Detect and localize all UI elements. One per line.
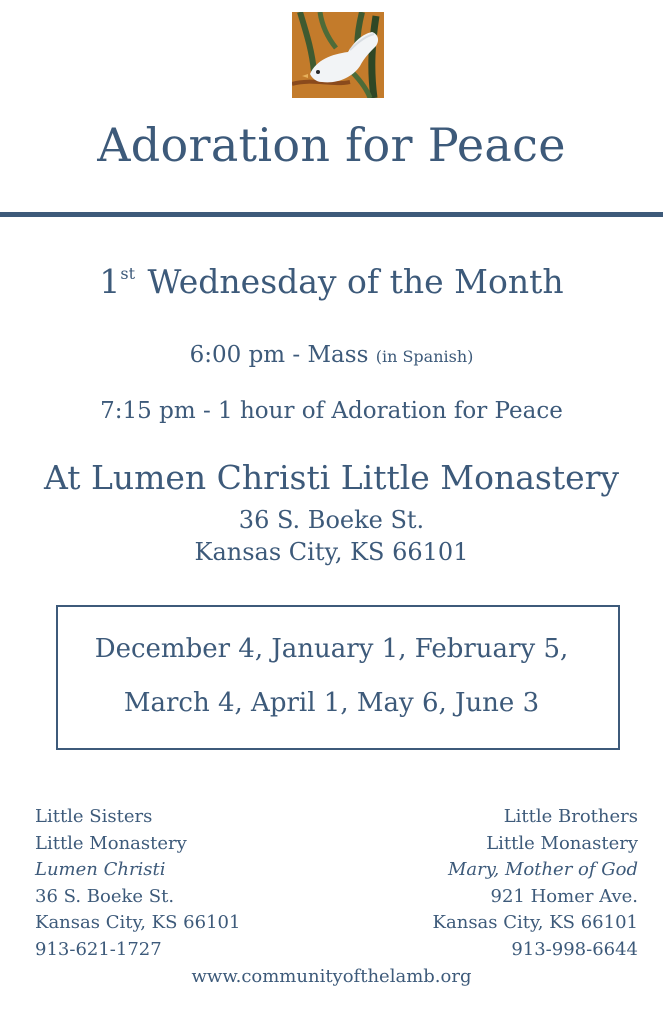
sisters-line-2: Little Monastery (35, 832, 187, 854)
dates-line-2: March 4, April 1, May 6, June 3 (123, 688, 540, 718)
dove-image (292, 12, 384, 98)
sisters-monastery-name: Lumen Christi (35, 859, 166, 880)
ordinal-suffix: st (120, 264, 136, 283)
venue-name: At Lumen Christi Little Monastery (43, 458, 620, 497)
schedule-heading-text: Wednesday of the Month (147, 262, 564, 301)
venue-street: 36 S. Boeke St. (238, 506, 425, 534)
brothers-street: 921 Homer Ave. (490, 885, 638, 907)
ordinal-number: 1 (99, 262, 121, 301)
brothers-monastery-name: Mary, Mother of God (447, 859, 638, 880)
title-divider (0, 212, 663, 217)
sisters-street: 36 S. Boeke St. (35, 885, 175, 907)
dates-box (56, 605, 620, 750)
brothers-contact (433, 804, 638, 963)
schedule-heading (0, 262, 663, 301)
brothers-city: Kansas City, KS 66101 (432, 912, 638, 933)
mass-time (0, 342, 663, 368)
website-link[interactable]: www.communityofthelamb.org (191, 966, 472, 987)
brothers-line-2: Little Monastery (486, 832, 638, 854)
dates-line-1: December 4, January 1, February 5, (94, 634, 569, 664)
venue-city: Kansas City, KS 66101 (194, 538, 469, 566)
sisters-city: Kansas City, KS 66101 (35, 912, 241, 933)
mass-language-note: (in Spanish) (375, 347, 474, 366)
sisters-contact (35, 804, 240, 963)
mass-time-text: 6:00 pm - Mass (189, 342, 369, 368)
brothers-phone: 913-998-6644 (511, 938, 638, 960)
sisters-phone: 913-621-1727 (35, 938, 162, 960)
page-title: Adoration for Peace (97, 118, 566, 172)
sisters-line-1: Little Sisters (35, 806, 153, 827)
brothers-line-1: Little Brothers (503, 806, 638, 827)
adoration-time: 7:15 pm - 1 hour of Adoration for Peace (100, 398, 563, 424)
